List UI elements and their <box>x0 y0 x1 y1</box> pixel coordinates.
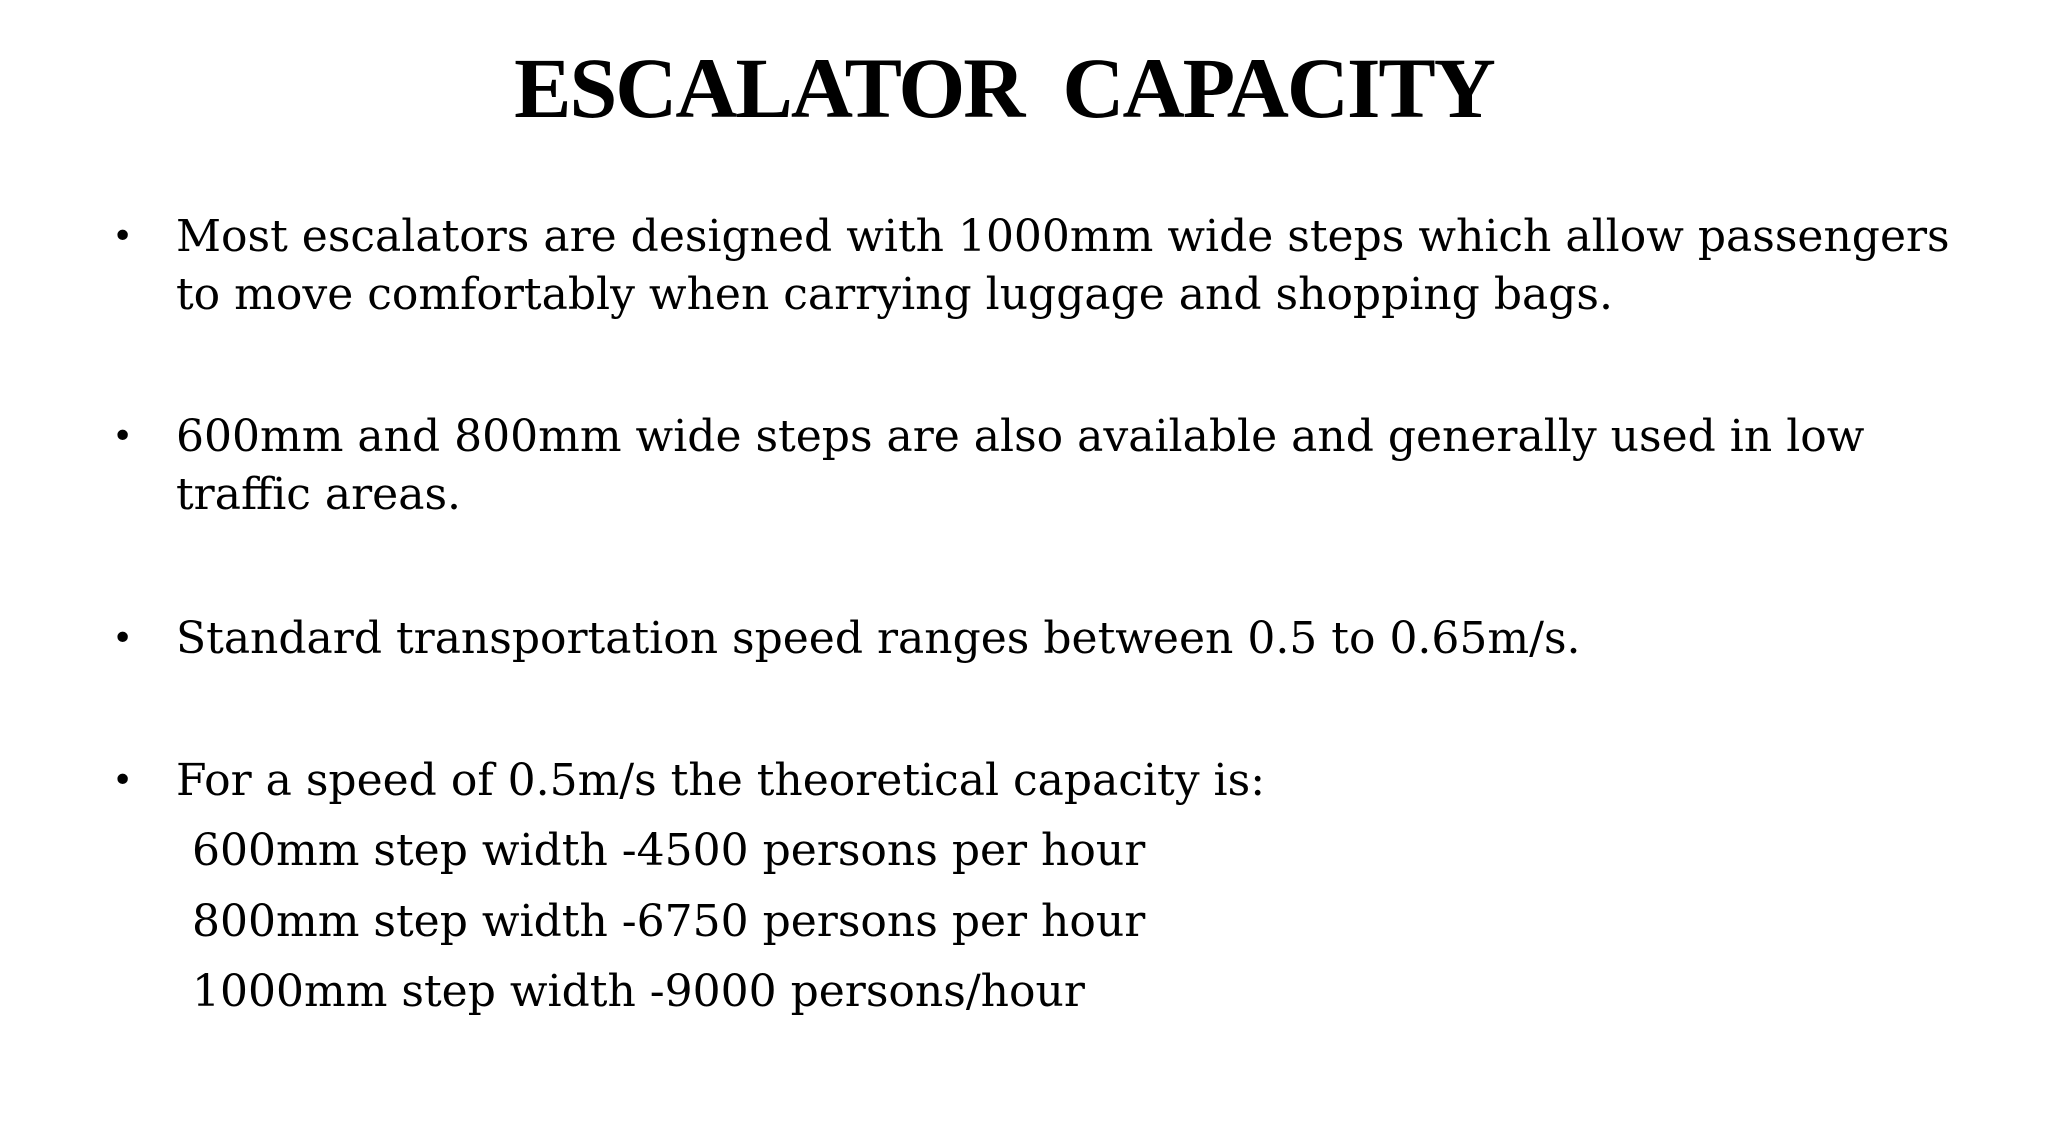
slide-title: ESCALATOR CAPACITY <box>514 40 1494 136</box>
bullet-text: For a speed of 0.5m/s the theoretical capacity is: <box>176 755 1266 806</box>
capacity-line-600mm: 600mm step width -4500 persons per hour <box>192 825 1146 876</box>
bullet-text: Most escalators are designed with 1000mm wide steps which allow passengers to move comfortably when carrying luggage and shopping bags. <box>176 211 1950 320</box>
bullet-icon: • <box>112 760 134 801</box>
bullet-item-capacity <box>112 752 1992 810</box>
bullet-icon: • <box>112 216 134 257</box>
bullet-item-narrow-steps <box>112 408 1992 524</box>
capacity-line-1000mm: 1000mm step width -9000 persons/hour <box>192 966 1085 1017</box>
bullet-icon: • <box>112 416 134 457</box>
bullet-item-step-width <box>112 208 1992 324</box>
bullet-item-speed <box>112 610 1992 668</box>
capacity-line-800mm: 800mm step width -6750 persons per hour <box>192 896 1146 947</box>
bullet-text: Standard transportation speed ranges between 0.5 to 0.65m/s. <box>176 613 1581 664</box>
bullet-text: 600mm and 800mm wide steps are also available and generally used in low traffic areas. <box>176 411 1865 520</box>
bullet-icon: • <box>112 618 134 659</box>
